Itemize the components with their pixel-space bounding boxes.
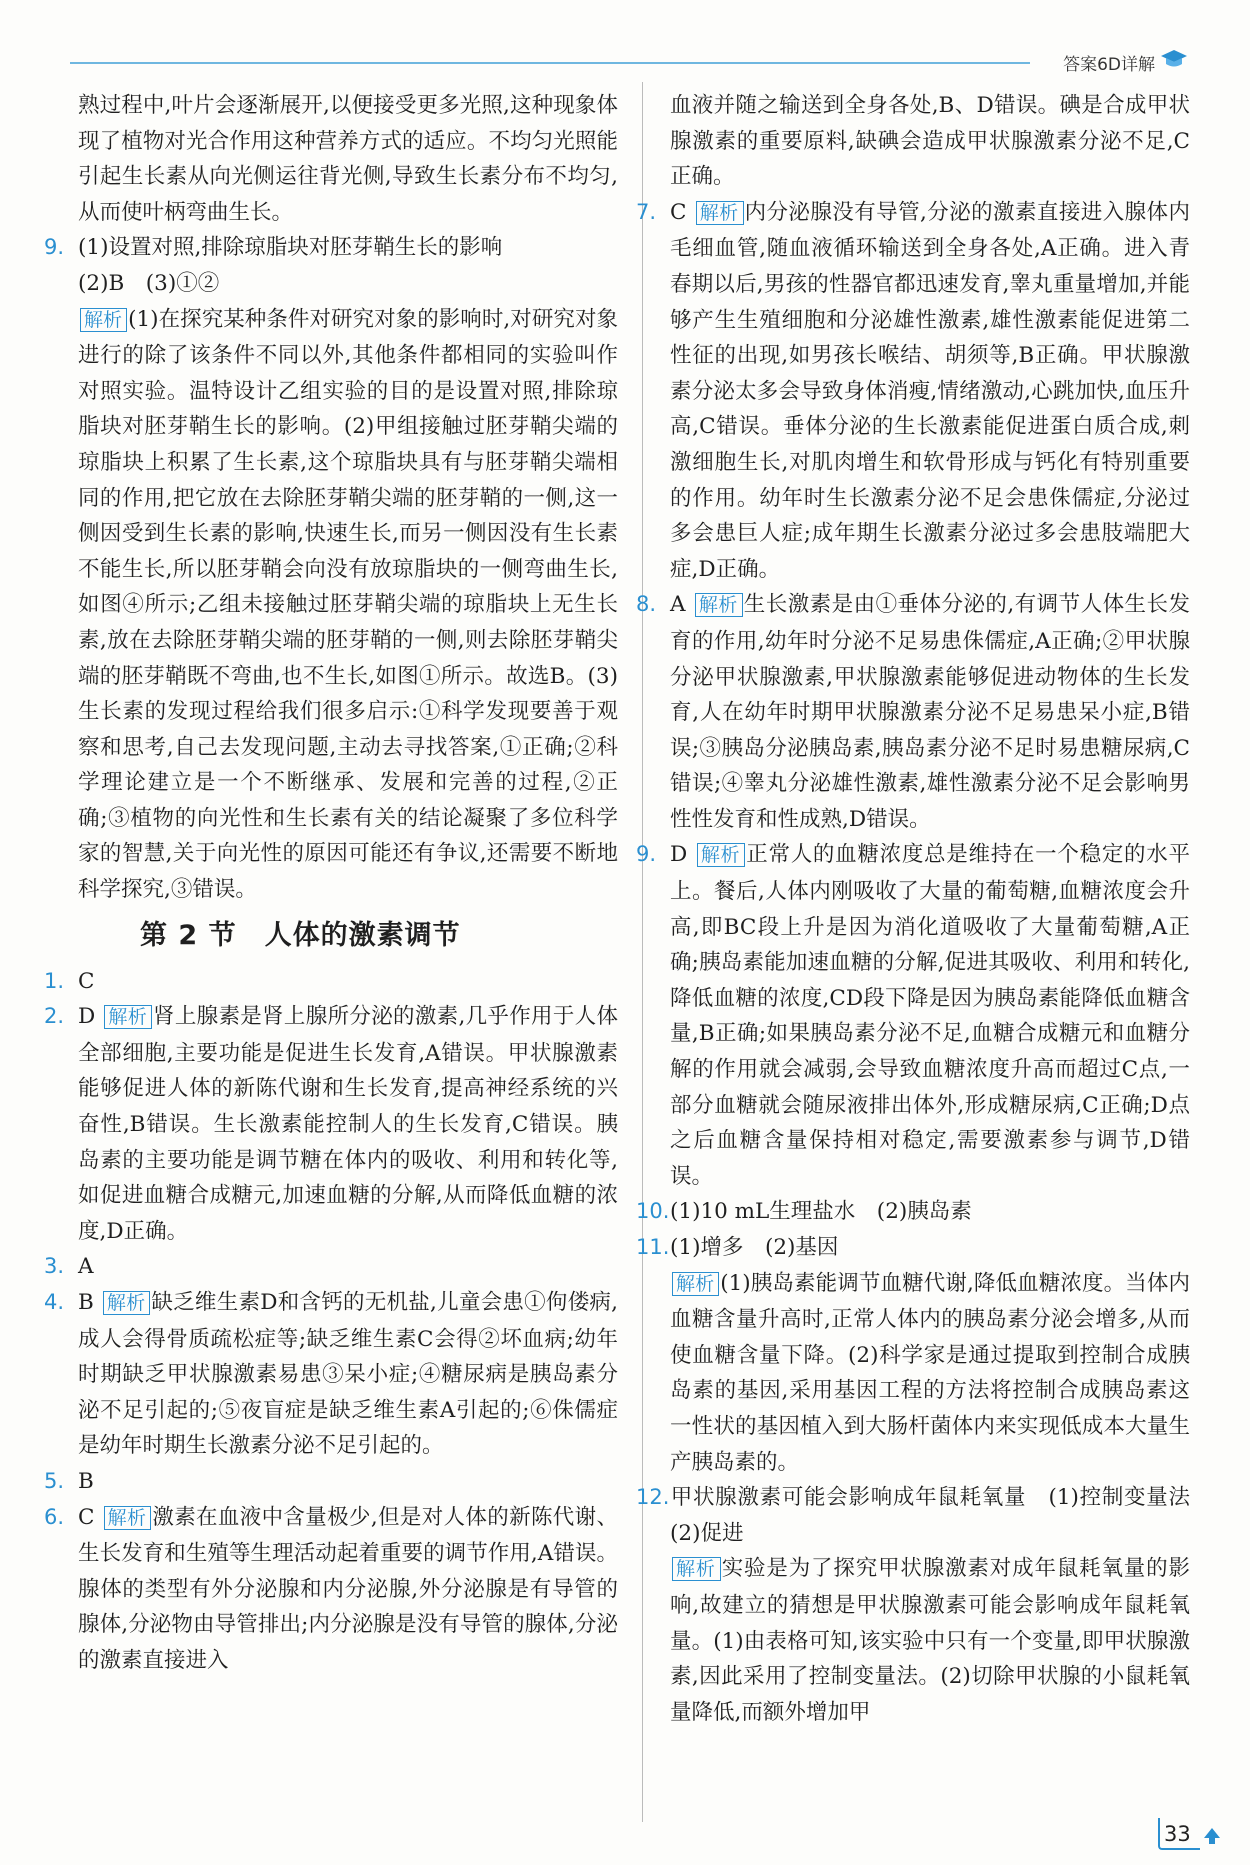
analysis-tag: 解析 [672, 1272, 717, 1296]
analysis-text: 生长激素是由①垂体分泌的,有调节人体生长发育的作用,幼年时分泌不足易患侏儒症,A正确;②甲状腺分泌甲状腺激素,甲状腺激素能够促进动物体的生长发育,人在幼年时期甲状腺激素分泌不足易患呆小症,B错误;③胰岛分泌胰岛素,胰岛素分泌不足时易患糖尿病,C错误;④睾丸分泌雄性激素,雄性激素分泌不足会影响男性性发育和性成熟,D错误。 [670, 592, 1190, 832]
header-title: 答案6D详解 [1063, 55, 1155, 75]
page-number: 33 [1164, 1822, 1191, 1846]
header-rule [70, 62, 1030, 64]
right-column [636, 88, 1212, 1730]
analysis-text: 肾上腺素是肾上腺所分泌的激素,几乎作用于人体全部细胞,主要功能是促进生长发育,A错误。甲状腺激素能够促进人体的新陈代谢和生长发育,提高神经系统的兴奋性,B错误。生长激素能控制人的生长发育,C错误。胰岛素的主要功能是调节糖在体内的吸收、利用和转化等,如促进血糖合成糖元,加速血糖的分解,从而降低血糖的浓度,D正确。 [78, 1004, 618, 1244]
analysis-tag: 解析 [672, 1557, 719, 1581]
question-number: 9. [636, 842, 657, 867]
analysis-tag: 解析 [696, 201, 742, 225]
question-answer: B [78, 1290, 94, 1315]
question-2 [44, 999, 618, 1249]
question-1 [44, 964, 618, 1000]
column-divider [642, 82, 643, 1822]
question-answer: (1)增多 (2)基因 [670, 1235, 839, 1260]
question-number: 3. [44, 1254, 65, 1279]
question-answer-2: (2)B (3)①② [78, 270, 220, 296]
question-9-right [636, 837, 1190, 1194]
analysis-text: 实验是为了探究甲状腺激素对成年鼠耗氧量的影响,故建立的猜想是甲状腺激素可能会影响成年鼠耗氧量。(1)由表格可知,该实验中只有一个变量,即甲状腺激素,因此采用了控制变量法。(2)切除甲状腺的小鼠耗氧量降低,而额外增加甲 [670, 1556, 1190, 1725]
analysis-text: 激素在血液中含量极少,但是对人体的新陈代谢、生长发育和生殖等生理活动起着重要的调节作用,A错误。腺体的类型有外分泌腺和内分泌腺,外分泌腺是有导管的腺体,分泌物由导管排出;内分泌腺是没有导管的腺体,分泌的激素直接进入 [78, 1504, 618, 1673]
analysis-text: (1)胰岛素能调节血糖代谢,降低血糖浓度。当体内血糖含量升高时,正常人体内的胰岛素分泌会增多,从而使血糖含量下降。(2)科学家是通过提取到控制合成胰岛素的基因,采用基因工程的方法将控制合成胰岛素这一性状的基因植入到大肠杆菌体内来实现低成本大量生产胰岛素的。 [670, 1270, 1190, 1475]
analysis-tag: 解析 [104, 1005, 150, 1029]
question-9-left [44, 230, 618, 907]
question-number: 2. [44, 1004, 65, 1029]
question-number: 4. [44, 1290, 65, 1314]
analysis-tag: 解析 [697, 843, 743, 867]
left-column [44, 88, 618, 1679]
question-6 [44, 1500, 618, 1679]
analysis-text: 缺乏维生素D和含钙的无机盐,儿童会患①佝偻病,成人会得骨质疏松症等;缺乏维生素C会得②坏血病;幼年时期缺乏甲状腺激素易患③呆小症;④糖尿病是胰岛素分泌不足引起的;⑤夜盲症是缺乏维生素A引起的;⑥侏儒症是幼年时期生长激素分泌不足引起的。 [78, 1290, 618, 1459]
question-number: 8. [636, 592, 657, 617]
question-answer: (1)10 mL生理盐水 (2)胰岛素 [670, 1199, 972, 1225]
analysis-tag: 解析 [103, 1291, 149, 1315]
right-intro-text: 血液并随之输送到全身各处,B、D错误。碘是合成甲状腺激素的重要原料,缺碘会造成甲状腺激素分泌不足,C正确。 [670, 93, 1190, 190]
question-number: 9. [44, 235, 65, 260]
question-10 [636, 1194, 1190, 1230]
analysis-tag: 解析 [104, 1506, 150, 1530]
question-4 [44, 1285, 618, 1464]
analysis-tag: 解析 [695, 593, 741, 617]
question-answer: (1)设置对照,排除琼脂块对胚芽鞘生长的影响 [78, 235, 503, 261]
question-answer: C [670, 199, 687, 225]
question-answer: D [670, 842, 688, 868]
question-answer: C [78, 968, 95, 994]
question-answer: C [78, 1504, 95, 1530]
question-answer: A [670, 592, 686, 618]
question-11 [636, 1230, 1190, 1480]
question-number: 6. [44, 1504, 65, 1529]
question-number: 1. [44, 968, 65, 993]
question-number: 5. [44, 1468, 65, 1493]
question-number: 10. [636, 1199, 670, 1224]
arrow-up-icon [1202, 1826, 1222, 1846]
left-intro-text: 熟过程中,叶片会逐渐展开,以便接受更多光照,这种现象体现了植物对光合作用这种营养方式的适应。不均匀光照能引起生长素从向光侧运往背光侧,导致生长素分布不均匀,从而使叶柄弯曲生长。 [78, 93, 618, 225]
question-number: 7. [636, 199, 657, 224]
analysis-tag: 解析 [80, 308, 125, 332]
question-12 [636, 1480, 1212, 1730]
question-answer: B [78, 1468, 94, 1494]
question-number: 12. [636, 1485, 670, 1510]
question-8 [636, 587, 1190, 837]
graduation-cap-icon [1160, 48, 1188, 70]
question-answer: 甲状腺激素可能会影响成年鼠耗氧量 (1)控制变量法 (2)促进 [670, 1485, 1212, 1546]
question-7 [636, 195, 1190, 588]
question-5 [44, 1464, 618, 1500]
analysis-text: 正常人的血糖浓度总是维持在一个稳定的水平上。餐后,人体内刚吸收了大量的葡萄糖,血糖浓度会升高,即BC段上升是因为消化道吸收了大量葡萄糖,A正确;胰岛素能加速血糖的分解,促进其吸收、利用和转化,降低血糖的浓度,CD段下降是因为胰岛素能降低血糖含量,B正确;如果胰岛素分泌不足,血糖合成糖元和血糖分解的作用就会减弱,会导致血糖浓度升高而超过C点,一部分血糖就会随尿液排出体外,形成糖尿病,C正确;D点之后血糖含量保持相对稳定,需要激素参与调节,D错误。 [670, 842, 1190, 1189]
analysis-text: (1)在探究某种条件对研究对象的影响时,对研究对象进行的除了该条件不同以外,其他条件都相同的实验叫作对照实验。温特设计乙组实验的目的是设置对照,排除琼脂块对胚芽鞘生长的影响。(2)甲组接触过胚芽鞘尖端的琼脂块上积累了生长素,这个琼脂块具有与胚芽鞘尖端相同的作用,把它放在去除胚芽鞘尖端的胚芽鞘的一侧,这一侧因受到生长素的影响,快速生长,而另一侧因没有生长素不能生长,所以胚芽鞘会向没有放琼脂块的一侧弯曲生长,如图④所示;乙组未接触过胚芽鞘尖端的琼脂块上无生长素,放在去除胚芽鞘尖端的胚芽鞘的一侧,则去除胚芽鞘尖端的胚芽鞘既不弯曲,也不生长,如图①所示。故选B。(3)生长素的发现过程给我们很多启示:①科学发现要善于观察和思考,自己去发现问题,主动去寻找答案,①正确;②科学理论建立是一个不断继承、发展和完善的过程,②正确;③植物的向光性和生长素有关的结论凝聚了多位科学家的智慧,关于向光性的原因可能还有争议,还需要不断地科学探究,③错误。 [78, 306, 618, 903]
question-answer: A [78, 1254, 94, 1280]
question-answer: D [78, 1004, 96, 1030]
section-title: 第 2 节 人体的激素调节 [140, 919, 461, 951]
analysis-text: 内分泌腺没有导管,分泌的激素直接进入腺体内毛细血管,随血液循环输送到全身各处,A正确。进入青春期以后,男孩的性器官都迅速发育,睾丸重量增加,并能够产生生殖细胞和分泌雄性激素,雄性激素能促进第二性征的出现,如男孩长喉结、胡须等,B正确。甲状腺激素分泌太多会导致身体消瘦,情绪激动,心跳加快,血压升高,C错误。垂体分泌的生长激素能促进蛋白质合成,刺激细胞生长,对肌肉增生和软骨形成与钙化有特别重要的作用。幼年时生长激素分泌不足会患侏儒症,分泌过多会患巨人症;成年期生长激素分泌过多会患肢端肥大症,D正确。 [670, 199, 1190, 582]
question-number: 11. [636, 1235, 670, 1259]
question-3 [44, 1249, 618, 1285]
